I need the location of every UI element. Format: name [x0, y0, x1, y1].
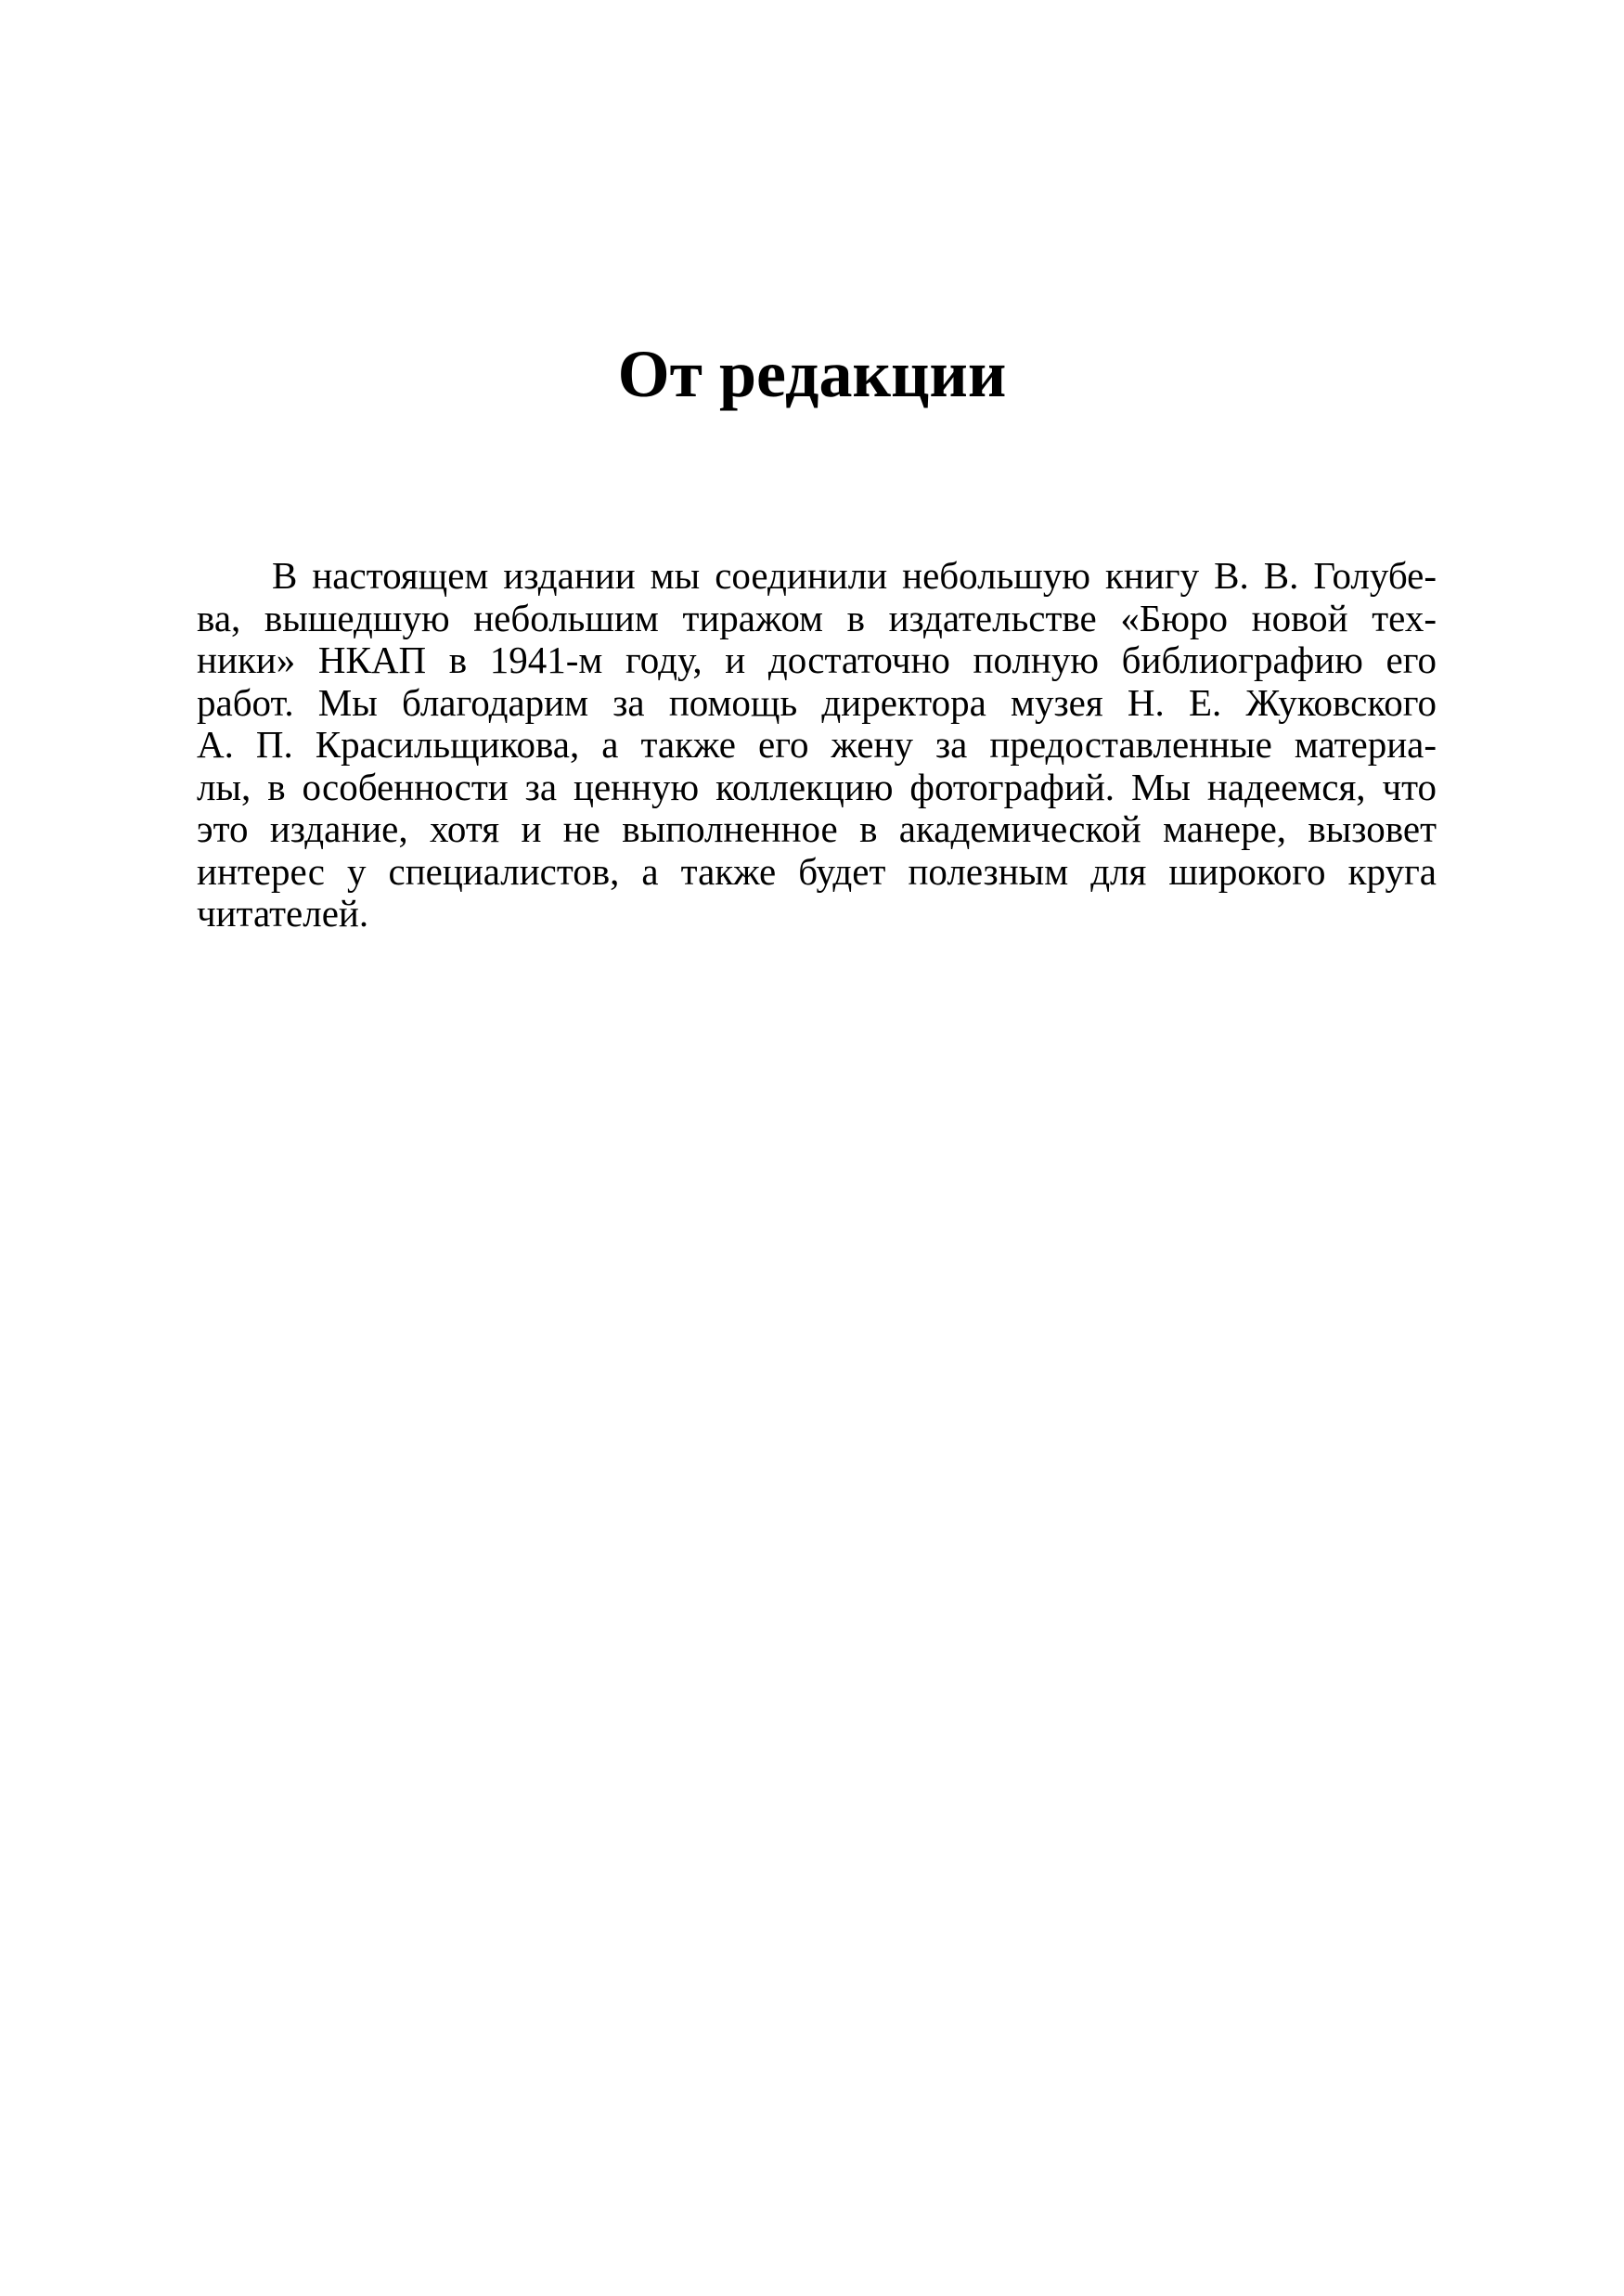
paragraph-line: А. П. Красильщикова, а также его жену за предоставленные материа- — [197, 723, 1437, 766]
paragraph-line: ва, вышедшую небольшим тиражом в издательстве «Бюро новой тех- — [197, 596, 1437, 639]
paragraph-line: это издание, хотя и не выполненное в академической манере, вызовет — [197, 807, 1437, 850]
paragraph-line: работ. Мы благодарим за помощь директора музея Н. Е. Жуковского — [197, 680, 1437, 724]
editorial-paragraph — [197, 555, 1437, 935]
page-title: От редакции — [617, 337, 1007, 411]
paragraph-line: лы, в особенности за ценную коллекцию фотографий. Мы надеемся, что — [197, 765, 1437, 808]
paragraph-line: интерес у специалистов, а также будет полезным для широкого круга — [197, 849, 1437, 893]
paragraph-line: ники» НКАП в 1941-м году, и достаточно полную библиографию его — [197, 638, 1437, 681]
paragraph-line: В настоящем издании мы соединили небольшую книгу В. В. Голубе- — [272, 554, 1437, 597]
paragraph-line: читателей. — [197, 892, 369, 935]
